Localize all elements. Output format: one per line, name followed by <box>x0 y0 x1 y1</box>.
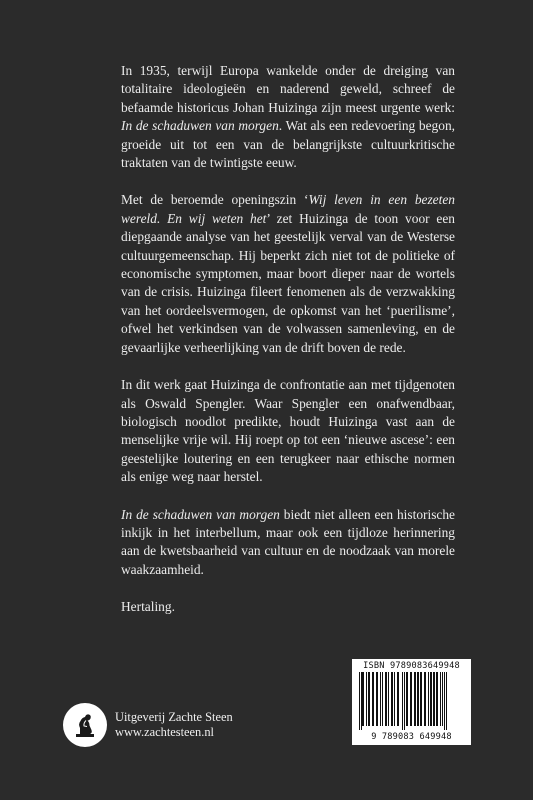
isbn-barcode <box>352 659 471 745</box>
publisher-block <box>63 703 233 747</box>
italic-text: In de schaduwen van morgen <box>121 506 280 522</box>
back-cover-text <box>121 62 455 636</box>
italic-text: In de schaduwen van morgen <box>121 118 279 134</box>
publisher-name: Uitgeverij Zachte Steen <box>115 709 233 724</box>
text-segment: In dit werk gaat Huizinga de confrontatie aan met tijdgenoten als Oswald Spengler. Waar Spengler een onafwendbaar, biologisch noodlot predikte, houdt Huizinga vast aan de menselijke vrije wil. Hij roept op tot een ‘nieuwe ascese’: een geestelijke loutering en een terugkeer naar ethische normen als enige weg naar herstel. <box>121 377 455 485</box>
paragraph <box>121 376 455 486</box>
text-segment: . Wat als een redevoering begon, groeide uit tot een van de belangrijkste cultuurkritische traktaten van de twintigste eeuw. <box>121 118 455 171</box>
paragraph <box>121 598 455 616</box>
thinker-statue-icon <box>63 703 107 747</box>
paragraph <box>121 191 455 357</box>
text-segment: Met de beroemde openingszin ‘ <box>121 192 309 208</box>
barcode-digits: 9 789083 649948 <box>371 732 452 742</box>
paragraph <box>121 506 455 580</box>
paragraph <box>121 62 455 172</box>
text-segment: biedt niet alleen een historische inkijk in het interbellum, maar ook een tijdloze herinnering aan de kwetsbaarheid van cultuur en de noodzaak van morele waakzaamheid. <box>121 506 456 577</box>
text-segment: In 1935, terwijl Europa wankelde onder de dreiging van totalitaire ideologieën en naderend geweld, schreef de befaamde historicus Johan Huizinga zijn meest urgente werk: <box>121 63 455 115</box>
publisher-website[interactable]: www.zachtesteen.nl <box>115 725 214 739</box>
barcode-bars <box>358 672 465 730</box>
text-segment: Hertaling. <box>121 599 175 615</box>
isbn-label: ISBN 9789083649948 <box>363 661 460 671</box>
text-segment: ’ zet Huizinga de toon voor een diepgaande analyse van het geestelijk verval van de Westerse cultuurgemeenschap. Hij beperkt zich niet tot de politieke of economische symptomen, maar boort dieper naar de wortels van de crisis. Huizinga fileert fenomenen als de verzwakking van het oordeelsvermogen, de opkomst van het ‘puerilisme’, ofwel het verkindsen van de volwassen samenleving, en de gevaarlijke verheerlijking van de drift boven de rede. <box>121 210 455 355</box>
italic-text: Wij leven in een bezeten wereld. En wij weten het <box>121 192 455 226</box>
